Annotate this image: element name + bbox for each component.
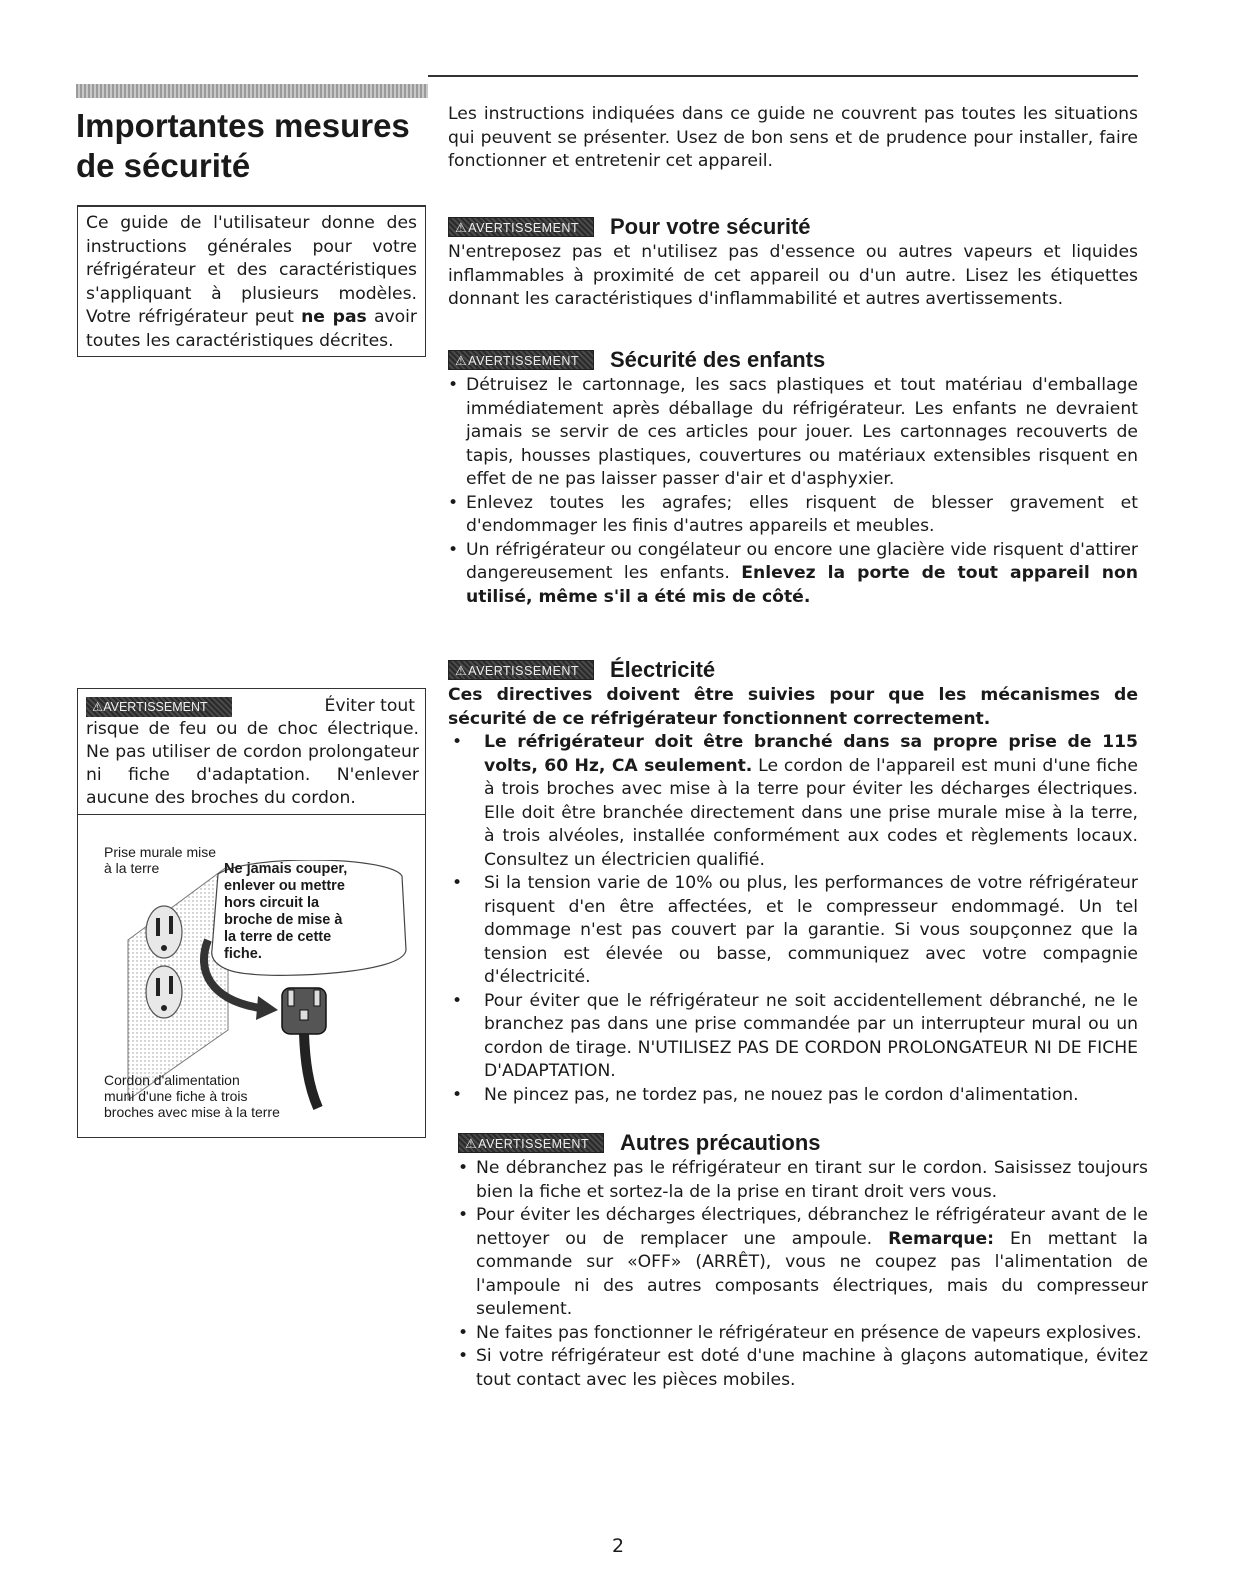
section-electricite [448, 656, 1138, 1107]
figure-label-cord-line2: muni d'une fiche à trois [104, 1088, 248, 1104]
page-title-line2: de sécurité [76, 147, 251, 184]
section-title: Pour votre sécurité [610, 214, 811, 239]
section-header [448, 213, 1138, 241]
warning-triangle-icon: ⚠ [455, 220, 468, 235]
left-warning-text: risque de feu ou de choc électrique. Ne pas utiliser de cordon prolongateur ni fiche d'adaptation. N'enlever aucune des broches du cordon. [86, 719, 419, 808]
callout-line: enlever ou mettre [224, 878, 345, 894]
list-item-bold: Le réfrigérateur doit être branché dans sa propre prise de 115 volts, 60 Hz, CA seulement. [484, 732, 1138, 776]
callout-line: broche de mise à [224, 912, 343, 928]
list-item: • Pour éviter que le réfrigérateur ne soit accidentellement débranché, ne le branchez pas dans une prise commandée par un interrupteur mural ou un cordon de tirage. N'UTILISEZ PAS DE CORDON PROLONGATEUR NI DE FICHE D'ADAPTATION. [448, 990, 1138, 1084]
list-item [448, 539, 1138, 610]
warning-badge [458, 1133, 604, 1153]
bullet-list [458, 1157, 1148, 1392]
intro-paragraph-text: Les instructions indiquées dans ce guide ne couvrent pas toutes les situations qui peuvent se présenter. Usez de bon sens et de prudence pour installer, faire fonctionner et entretenir cet appareil. [448, 104, 1138, 171]
figure-label-outlet-line1: Prise murale mise [104, 844, 217, 860]
warning-badge-label: AVERTISSEMENT [468, 221, 580, 235]
bullet-list [448, 731, 1138, 1107]
warning-badge [448, 660, 594, 680]
warning-badge-label: AVERTISSEMENT [103, 699, 208, 714]
warning-triangle-icon: ⚠ [465, 1136, 478, 1151]
intro-paragraph [448, 103, 1138, 174]
list-item: • Ne débranchez pas le réfrigérateur en tirant sur le cordon. Saisissez toujours bien la fiche et sortez-la de la prise en tirant droit vers vous. [458, 1157, 1148, 1204]
warning-badge [448, 350, 594, 370]
section-text: N'entreposez pas et n'utilisez pas d'essence ou autres vapeurs et liquides inflammables à proximité de cet appareil ou d'un autre. Lisez les étiquettes donnant les caractéristiques d'inflammabilité et autres avertissements. [448, 242, 1138, 309]
section-lead: Ces directives doivent être suivies pour que les mécanismes de sécurité de ce réfrigérateur fonctionnent correctement. [448, 685, 1138, 729]
intro-emphasis: ne pas [301, 307, 367, 327]
section-header [448, 656, 1138, 684]
list-item-text: Le cordon de l'appareil est muni d'une fiche à trois broches avec mise à la terre pour éviter les décharges électriques. Elle doit être branchée directement dans une prise murale mise à la terre, à trois alvéoles, installée conformément aux codes et règlements locaux. Consultez un électricien qualifié. [484, 755, 1138, 870]
bullet-list [448, 374, 1138, 609]
left-warning-lead: Éviter tout [324, 696, 415, 716]
list-item [458, 1204, 1148, 1322]
list-item-text-end: En mettant la commande sur «OFF» (ARRÊT), vous ne coupez pas l'alimentation de l'ampoule ni des autres composants électriques, mais du compresseur seulement. [476, 1228, 1148, 1319]
page-title [76, 106, 410, 186]
figure-label-cord [104, 1072, 280, 1120]
list-item-text: Pour éviter les décharges électriques, débranchez le réfrigérateur avant de le nettoyer ou de remplacer une ampoule. [476, 1205, 1148, 1249]
list-item: • Ne faites pas fonctionner le réfrigérateur en présence de vapeurs explosives. [458, 1322, 1148, 1346]
left-warning-header [86, 695, 419, 718]
warning-triangle-icon: ⚠ [455, 353, 468, 368]
callout-line: fiche. [224, 946, 262, 962]
figure-label-cord-line1: Cordon d'alimentation [104, 1072, 240, 1088]
section-pour-votre-securite [448, 213, 1138, 312]
header-bar [76, 84, 428, 98]
callout-line: Ne jamais couper, [224, 861, 348, 877]
section-header [458, 1129, 1148, 1157]
list-item-bold: Enlevez la porte de tout appareil non utilisé, même s'il a été mis de côté. [466, 563, 1139, 607]
outlet-socket-top [146, 906, 182, 958]
intro-text: Ce guide de l'utilisateur donne des instructions générales pour votre réfrigérateur et des caractéristiques s'appliquant à plusieurs modèles. Votre réfrigérateur peut [86, 213, 417, 327]
section-autres-precautions [458, 1129, 1148, 1392]
figure-label-cord-line3: broches avec mise à la terre [104, 1104, 280, 1120]
left-warning-box [77, 688, 426, 815]
intro-text-end: avoir toutes les caractéristiques décrites. [86, 307, 418, 351]
section-title: Sécurité des enfants [610, 347, 826, 372]
list-item-bold: Remarque: [888, 1228, 995, 1249]
intro-box [77, 205, 426, 357]
outlet-socket-bottom [146, 966, 182, 1018]
page-number: 2 [612, 1535, 625, 1557]
list-item: • Si la tension varie de 10% ou plus, les performances de votre réfrigérateur risquent d'en être affectées, et le compresseur endommagé. Un tel dommage n'est pas couvert par la garantie. Si vous soupçonnez que la tension est élevée ou basse, communiquez avec votre compagnie d'électricité. [448, 872, 1138, 990]
section-title: Électricité [610, 657, 716, 682]
list-item-text: Un réfrigérateur ou congélateur ou encore une glacière vide risquent d'attirer dangereusement les enfants. [466, 539, 1138, 583]
figure-callout [224, 861, 412, 963]
list-item: • Enlevez toutes les agrafes; elles risquent de blesser gravement et d'endommager les finis d'autres appareils et meubles. [448, 492, 1138, 539]
callout-line: la terre de cette [224, 929, 332, 945]
warning-badge [86, 697, 232, 717]
warning-badge-label: AVERTISSEMENT [468, 664, 580, 678]
warning-badge [448, 217, 594, 237]
warning-badge-label: AVERTISSEMENT [478, 1137, 590, 1151]
warning-triangle-icon: ⚠ [455, 663, 468, 678]
section-title: Autres précautions [620, 1130, 821, 1155]
figure-label-outlet-line2: à la terre [104, 860, 160, 876]
section-header [448, 346, 1138, 374]
list-item: • Ne pincez pas, ne tordez pas, ne nouez pas le cordon d'alimentation. [448, 1084, 1138, 1108]
header-rule [428, 75, 1138, 77]
section-securite-enfants [448, 346, 1138, 609]
plug-icon [282, 988, 326, 1108]
warning-triangle-icon: ⚠ [92, 699, 104, 714]
list-item [448, 731, 1138, 872]
warning-badge-label: AVERTISSEMENT [468, 354, 580, 368]
list-item: • Si votre réfrigérateur est doté d'une machine à glaçons automatique, évitez tout contact avec les pièces mobiles. [458, 1345, 1148, 1392]
callout-line: hors circuit la [224, 895, 320, 911]
page-title-line1: Importantes mesures [76, 107, 410, 144]
list-item: • Détruisez le cartonnage, les sacs plastiques et tout matériau d'emballage immédiatement après déballage du réfrigérateur. Les enfants ne devraient jamais se servir de ces articles pour jouer. Les cartonnages recouverts de tapis, housses plastiques, couvertures ou matériaux extensibles risquent en effet de ne pas laisser passer d'air et d'asphyxier. [448, 374, 1138, 492]
